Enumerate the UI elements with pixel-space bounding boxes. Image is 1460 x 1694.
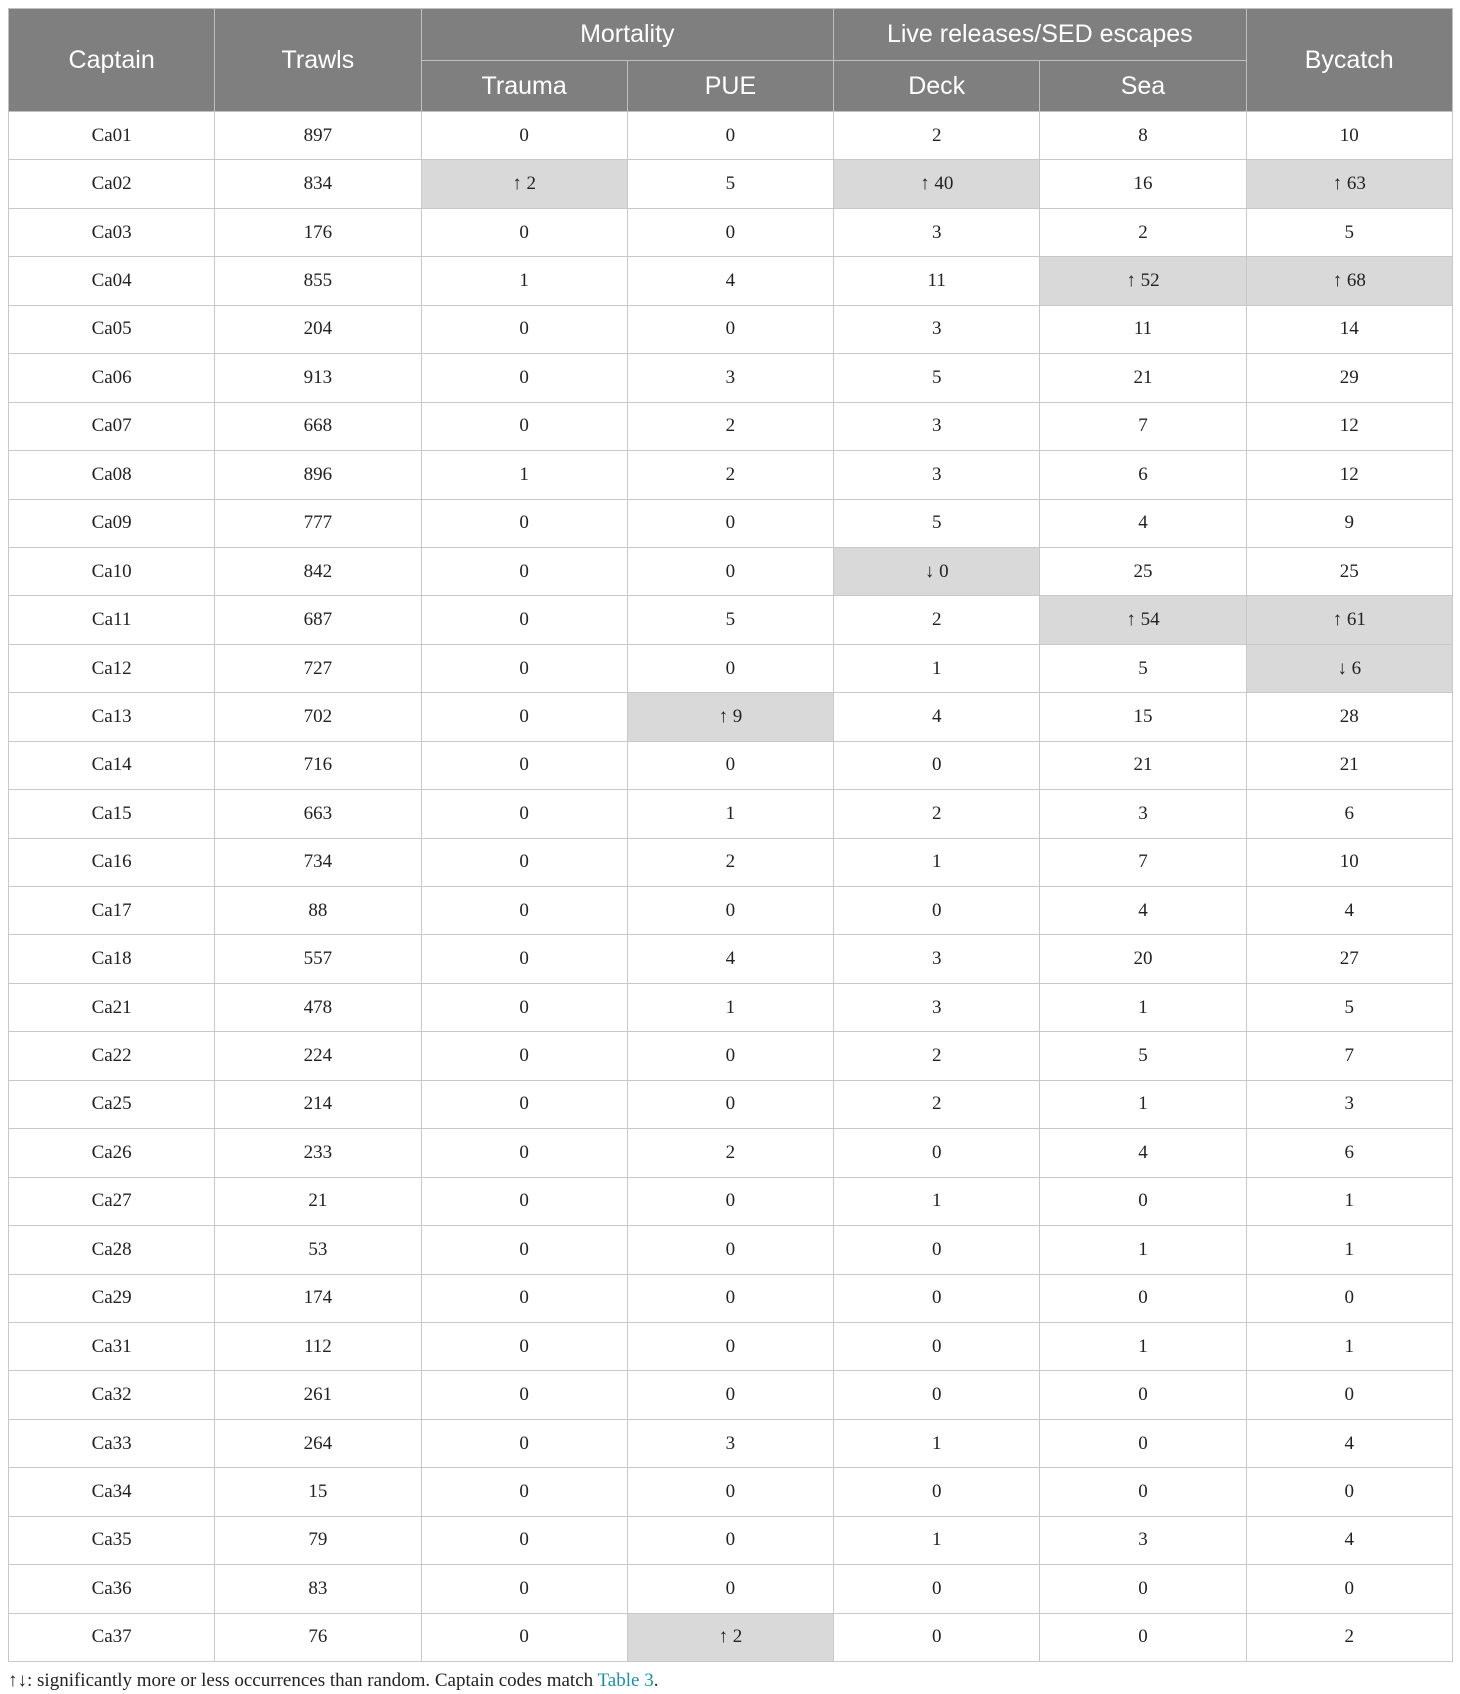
cell-captain: Ca28 xyxy=(9,1226,215,1274)
cell-captain: Ca14 xyxy=(9,741,215,789)
cell-captain: Ca09 xyxy=(9,499,215,547)
cell-sea: 20 xyxy=(1040,935,1246,983)
table-row xyxy=(9,790,1453,838)
cell-trawls: 88 xyxy=(215,887,421,935)
table-row xyxy=(9,354,1453,402)
table-row xyxy=(9,402,1453,450)
cell-trawls: 716 xyxy=(215,741,421,789)
header-live-releases: Live releases/SED escapes xyxy=(834,9,1247,61)
cell-deck: 0 xyxy=(834,1371,1040,1419)
cell-trawls: 702 xyxy=(215,693,421,741)
cell-bycatch: 10 xyxy=(1246,112,1452,160)
cell-trauma: ↑ 2 xyxy=(421,160,627,208)
cell-sea: 5 xyxy=(1040,1032,1246,1080)
cell-deck: 0 xyxy=(834,1129,1040,1177)
cell-trawls: 176 xyxy=(215,208,421,256)
cell-captain: Ca11 xyxy=(9,596,215,644)
table-container xyxy=(8,8,1452,1692)
table-row xyxy=(9,499,1453,547)
cell-captain: Ca02 xyxy=(9,160,215,208)
cell-pue: 1 xyxy=(627,790,833,838)
cell-deck: 3 xyxy=(834,983,1040,1031)
cell-pue: 4 xyxy=(627,257,833,305)
cell-bycatch: ↓ 6 xyxy=(1246,644,1452,692)
cell-pue: 0 xyxy=(627,1516,833,1564)
cell-captain: Ca26 xyxy=(9,1129,215,1177)
cell-trawls: 264 xyxy=(215,1419,421,1467)
cell-sea: 0 xyxy=(1040,1468,1246,1516)
cell-deck: 1 xyxy=(834,1177,1040,1225)
cell-sea: 3 xyxy=(1040,1516,1246,1564)
cell-deck: 0 xyxy=(834,1613,1040,1661)
cell-deck: 1 xyxy=(834,838,1040,886)
header-captain: Captain xyxy=(9,9,215,112)
cell-trawls: 777 xyxy=(215,499,421,547)
cell-captain: Ca21 xyxy=(9,983,215,1031)
table-row xyxy=(9,257,1453,305)
table-row xyxy=(9,1468,1453,1516)
cell-bycatch: 1 xyxy=(1246,1226,1452,1274)
cell-pue: 0 xyxy=(627,1226,833,1274)
cell-bycatch: ↑ 68 xyxy=(1246,257,1452,305)
table-row xyxy=(9,887,1453,935)
bycatch-table xyxy=(8,8,1453,1662)
cell-trawls: 76 xyxy=(215,1613,421,1661)
cell-pue: 2 xyxy=(627,1129,833,1177)
cell-pue: 1 xyxy=(627,983,833,1031)
cell-sea: 15 xyxy=(1040,693,1246,741)
cell-pue: 0 xyxy=(627,1032,833,1080)
cell-trawls: 842 xyxy=(215,547,421,595)
cell-trauma: 0 xyxy=(421,1177,627,1225)
cell-pue: 0 xyxy=(627,1371,833,1419)
cell-pue: 0 xyxy=(627,1080,833,1128)
table-row xyxy=(9,1080,1453,1128)
cell-bycatch: 5 xyxy=(1246,208,1452,256)
cell-bycatch: 12 xyxy=(1246,451,1452,499)
cell-pue: 5 xyxy=(627,596,833,644)
cell-deck: 1 xyxy=(834,644,1040,692)
cell-sea: ↑ 54 xyxy=(1040,596,1246,644)
table-row xyxy=(9,305,1453,353)
cell-sea: 11 xyxy=(1040,305,1246,353)
cell-captain: Ca29 xyxy=(9,1274,215,1322)
cell-trauma: 0 xyxy=(421,1371,627,1419)
cell-deck: 3 xyxy=(834,305,1040,353)
cell-deck: 0 xyxy=(834,1226,1040,1274)
cell-trawls: 79 xyxy=(215,1516,421,1564)
cell-deck: 0 xyxy=(834,741,1040,789)
footnote-end: . xyxy=(653,1670,659,1691)
table-row xyxy=(9,1129,1453,1177)
cell-pue: 0 xyxy=(627,1565,833,1613)
cell-sea: 6 xyxy=(1040,451,1246,499)
cell-trawls: 478 xyxy=(215,983,421,1031)
cell-bycatch: 2 xyxy=(1246,1613,1452,1661)
cell-trawls: 897 xyxy=(215,112,421,160)
cell-pue: 2 xyxy=(627,402,833,450)
cell-captain: Ca05 xyxy=(9,305,215,353)
cell-deck: 2 xyxy=(834,790,1040,838)
cell-sea: 0 xyxy=(1040,1565,1246,1613)
table-row xyxy=(9,208,1453,256)
cell-sea: 3 xyxy=(1040,790,1246,838)
cell-captain: Ca17 xyxy=(9,887,215,935)
table-row xyxy=(9,1419,1453,1467)
cell-trauma: 0 xyxy=(421,1129,627,1177)
cell-trauma: 0 xyxy=(421,354,627,402)
cell-pue: 3 xyxy=(627,1419,833,1467)
table-row xyxy=(9,983,1453,1031)
cell-pue: 0 xyxy=(627,547,833,595)
cell-bycatch: 6 xyxy=(1246,1129,1452,1177)
cell-bycatch: 5 xyxy=(1246,983,1452,1031)
table-row xyxy=(9,1371,1453,1419)
cell-bycatch: 4 xyxy=(1246,1516,1452,1564)
table-row xyxy=(9,160,1453,208)
cell-sea: 0 xyxy=(1040,1419,1246,1467)
cell-bycatch: 3 xyxy=(1246,1080,1452,1128)
header-deck: Deck xyxy=(834,61,1040,112)
cell-bycatch: 27 xyxy=(1246,935,1452,983)
table-row xyxy=(9,1613,1453,1661)
cell-trawls: 83 xyxy=(215,1565,421,1613)
cell-captain: Ca35 xyxy=(9,1516,215,1564)
table-row xyxy=(9,838,1453,886)
cell-trauma: 0 xyxy=(421,1226,627,1274)
cell-bycatch: 10 xyxy=(1246,838,1452,886)
cell-trawls: 261 xyxy=(215,1371,421,1419)
cell-captain: Ca10 xyxy=(9,547,215,595)
cell-trauma: 0 xyxy=(421,305,627,353)
cell-bycatch: 14 xyxy=(1246,305,1452,353)
cell-deck: 11 xyxy=(834,257,1040,305)
table-row xyxy=(9,1032,1453,1080)
cell-trauma: 0 xyxy=(421,402,627,450)
cell-sea: 8 xyxy=(1040,112,1246,160)
cell-trauma: 0 xyxy=(421,644,627,692)
cell-deck: 4 xyxy=(834,693,1040,741)
table-row xyxy=(9,935,1453,983)
cell-trawls: 557 xyxy=(215,935,421,983)
cell-captain: Ca32 xyxy=(9,1371,215,1419)
cell-deck: ↓ 0 xyxy=(834,547,1040,595)
cell-bycatch: 28 xyxy=(1246,693,1452,741)
cell-sea: 7 xyxy=(1040,402,1246,450)
cell-trawls: 668 xyxy=(215,402,421,450)
table-row xyxy=(9,596,1453,644)
cell-sea: 21 xyxy=(1040,741,1246,789)
cell-sea: 0 xyxy=(1040,1371,1246,1419)
table-row xyxy=(9,644,1453,692)
cell-sea: 1 xyxy=(1040,1226,1246,1274)
cell-bycatch: 0 xyxy=(1246,1468,1452,1516)
cell-trauma: 0 xyxy=(421,112,627,160)
cell-trawls: 112 xyxy=(215,1322,421,1370)
cell-captain: Ca06 xyxy=(9,354,215,402)
cell-sea: 4 xyxy=(1040,1129,1246,1177)
table-row xyxy=(9,1322,1453,1370)
cell-sea: 4 xyxy=(1040,887,1246,935)
cell-pue: ↑ 9 xyxy=(627,693,833,741)
cell-trawls: 896 xyxy=(215,451,421,499)
cell-captain: Ca27 xyxy=(9,1177,215,1225)
cell-pue: 0 xyxy=(627,644,833,692)
cell-captain: Ca37 xyxy=(9,1613,215,1661)
cell-trauma: 0 xyxy=(421,983,627,1031)
cell-trawls: 174 xyxy=(215,1274,421,1322)
cell-trauma: 0 xyxy=(421,208,627,256)
cell-trauma: 0 xyxy=(421,547,627,595)
cell-pue: 0 xyxy=(627,305,833,353)
header-sea: Sea xyxy=(1040,61,1246,112)
cell-captain: Ca15 xyxy=(9,790,215,838)
cell-pue: 0 xyxy=(627,1322,833,1370)
cell-trawls: 687 xyxy=(215,596,421,644)
cell-trawls: 53 xyxy=(215,1226,421,1274)
cell-trauma: 0 xyxy=(421,1565,627,1613)
cell-sea: 2 xyxy=(1040,208,1246,256)
table-row xyxy=(9,1177,1453,1225)
cell-captain: Ca18 xyxy=(9,935,215,983)
table-row xyxy=(9,451,1453,499)
cell-bycatch: 9 xyxy=(1246,499,1452,547)
cell-trawls: 663 xyxy=(215,790,421,838)
cell-bycatch: 21 xyxy=(1246,741,1452,789)
cell-captain: Ca12 xyxy=(9,644,215,692)
cell-sea: 1 xyxy=(1040,1322,1246,1370)
cell-bycatch: 12 xyxy=(1246,402,1452,450)
cell-bycatch: 25 xyxy=(1246,547,1452,595)
header-pue: PUE xyxy=(627,61,833,112)
cell-captain: Ca34 xyxy=(9,1468,215,1516)
cell-trawls: 913 xyxy=(215,354,421,402)
cell-deck: 2 xyxy=(834,596,1040,644)
cell-pue: 2 xyxy=(627,451,833,499)
cell-trauma: 0 xyxy=(421,1419,627,1467)
cell-pue: ↑ 2 xyxy=(627,1613,833,1661)
cell-captain: Ca13 xyxy=(9,693,215,741)
cell-deck: 3 xyxy=(834,402,1040,450)
cell-deck: 2 xyxy=(834,1032,1040,1080)
cell-pue: 0 xyxy=(627,1177,833,1225)
cell-trauma: 0 xyxy=(421,1468,627,1516)
table-row xyxy=(9,1565,1453,1613)
cell-pue: 0 xyxy=(627,112,833,160)
cell-pue: 0 xyxy=(627,741,833,789)
cell-sea: 1 xyxy=(1040,983,1246,1031)
table-row xyxy=(9,693,1453,741)
cell-trawls: 727 xyxy=(215,644,421,692)
table-row xyxy=(9,547,1453,595)
cell-pue: 0 xyxy=(627,1468,833,1516)
table-body xyxy=(9,112,1453,1662)
cell-trauma: 0 xyxy=(421,1080,627,1128)
cell-captain: Ca16 xyxy=(9,838,215,886)
cell-captain: Ca03 xyxy=(9,208,215,256)
cell-trawls: 21 xyxy=(215,1177,421,1225)
cell-sea: ↑ 52 xyxy=(1040,257,1246,305)
cell-trawls: 204 xyxy=(215,305,421,353)
cell-trauma: 0 xyxy=(421,741,627,789)
cell-trauma: 0 xyxy=(421,838,627,886)
footnote-text: ↑↓: significantly more or less occurrences than random. Captain codes match xyxy=(8,1670,598,1691)
cell-sea: 1 xyxy=(1040,1080,1246,1128)
cell-pue: 0 xyxy=(627,1274,833,1322)
cell-trauma: 0 xyxy=(421,1613,627,1661)
cell-sea: 5 xyxy=(1040,644,1246,692)
cell-captain: Ca01 xyxy=(9,112,215,160)
cell-deck: ↑ 40 xyxy=(834,160,1040,208)
cell-deck: 0 xyxy=(834,1565,1040,1613)
cell-trauma: 0 xyxy=(421,1274,627,1322)
cell-captain: Ca07 xyxy=(9,402,215,450)
cell-sea: 16 xyxy=(1040,160,1246,208)
cell-bycatch: 29 xyxy=(1246,354,1452,402)
cell-sea: 25 xyxy=(1040,547,1246,595)
cell-bycatch: 0 xyxy=(1246,1274,1452,1322)
cell-trawls: 214 xyxy=(215,1080,421,1128)
cell-bycatch: 0 xyxy=(1246,1371,1452,1419)
cell-trauma: 0 xyxy=(421,499,627,547)
cell-captain: Ca08 xyxy=(9,451,215,499)
table-3-link[interactable]: Table 3 xyxy=(597,1670,654,1691)
cell-deck: 0 xyxy=(834,1274,1040,1322)
cell-deck: 5 xyxy=(834,354,1040,402)
cell-pue: 5 xyxy=(627,160,833,208)
cell-deck: 1 xyxy=(834,1419,1040,1467)
header-bycatch: Bycatch xyxy=(1246,9,1452,112)
table-row xyxy=(9,741,1453,789)
cell-captain: Ca04 xyxy=(9,257,215,305)
table-row xyxy=(9,1516,1453,1564)
table-row xyxy=(9,1226,1453,1274)
cell-captain: Ca31 xyxy=(9,1322,215,1370)
cell-trawls: 233 xyxy=(215,1129,421,1177)
cell-deck: 2 xyxy=(834,112,1040,160)
header-mortality: Mortality xyxy=(421,9,834,61)
cell-bycatch: 4 xyxy=(1246,1419,1452,1467)
cell-bycatch: 0 xyxy=(1246,1565,1452,1613)
cell-trauma: 0 xyxy=(421,1322,627,1370)
cell-bycatch: ↑ 63 xyxy=(1246,160,1452,208)
cell-pue: 0 xyxy=(627,887,833,935)
cell-deck: 0 xyxy=(834,887,1040,935)
header-trauma: Trauma xyxy=(421,61,627,112)
cell-trawls: 734 xyxy=(215,838,421,886)
cell-trawls: 224 xyxy=(215,1032,421,1080)
table-row xyxy=(9,1274,1453,1322)
cell-bycatch: 6 xyxy=(1246,790,1452,838)
cell-trauma: 0 xyxy=(421,596,627,644)
cell-trauma: 1 xyxy=(421,257,627,305)
cell-captain: Ca36 xyxy=(9,1565,215,1613)
cell-deck: 2 xyxy=(834,1080,1040,1128)
cell-captain: Ca22 xyxy=(9,1032,215,1080)
cell-sea: 4 xyxy=(1040,499,1246,547)
cell-sea: 0 xyxy=(1040,1274,1246,1322)
cell-captain: Ca25 xyxy=(9,1080,215,1128)
cell-trauma: 0 xyxy=(421,1032,627,1080)
cell-trawls: 855 xyxy=(215,257,421,305)
cell-captain: Ca33 xyxy=(9,1419,215,1467)
cell-bycatch: 7 xyxy=(1246,1032,1452,1080)
cell-pue: 2 xyxy=(627,838,833,886)
cell-bycatch: 1 xyxy=(1246,1322,1452,1370)
cell-deck: 3 xyxy=(834,208,1040,256)
cell-deck: 3 xyxy=(834,451,1040,499)
cell-deck: 0 xyxy=(834,1468,1040,1516)
cell-trauma: 0 xyxy=(421,887,627,935)
cell-bycatch: 1 xyxy=(1246,1177,1452,1225)
cell-trawls: 834 xyxy=(215,160,421,208)
cell-bycatch: 4 xyxy=(1246,887,1452,935)
cell-pue: 0 xyxy=(627,208,833,256)
cell-sea: 0 xyxy=(1040,1177,1246,1225)
table-footnote xyxy=(8,1670,1452,1692)
cell-trauma: 0 xyxy=(421,1516,627,1564)
cell-pue: 3 xyxy=(627,354,833,402)
table-row xyxy=(9,112,1453,160)
cell-trauma: 0 xyxy=(421,693,627,741)
header-trawls: Trawls xyxy=(215,9,421,112)
cell-deck: 5 xyxy=(834,499,1040,547)
cell-sea: 21 xyxy=(1040,354,1246,402)
cell-deck: 0 xyxy=(834,1322,1040,1370)
cell-pue: 4 xyxy=(627,935,833,983)
cell-trauma: 0 xyxy=(421,790,627,838)
cell-deck: 3 xyxy=(834,935,1040,983)
table-header xyxy=(9,9,1453,112)
cell-pue: 0 xyxy=(627,499,833,547)
cell-bycatch: ↑ 61 xyxy=(1246,596,1452,644)
cell-sea: 0 xyxy=(1040,1613,1246,1661)
cell-sea: 7 xyxy=(1040,838,1246,886)
cell-trauma: 0 xyxy=(421,935,627,983)
cell-deck: 1 xyxy=(834,1516,1040,1564)
cell-trawls: 15 xyxy=(215,1468,421,1516)
cell-trauma: 1 xyxy=(421,451,627,499)
